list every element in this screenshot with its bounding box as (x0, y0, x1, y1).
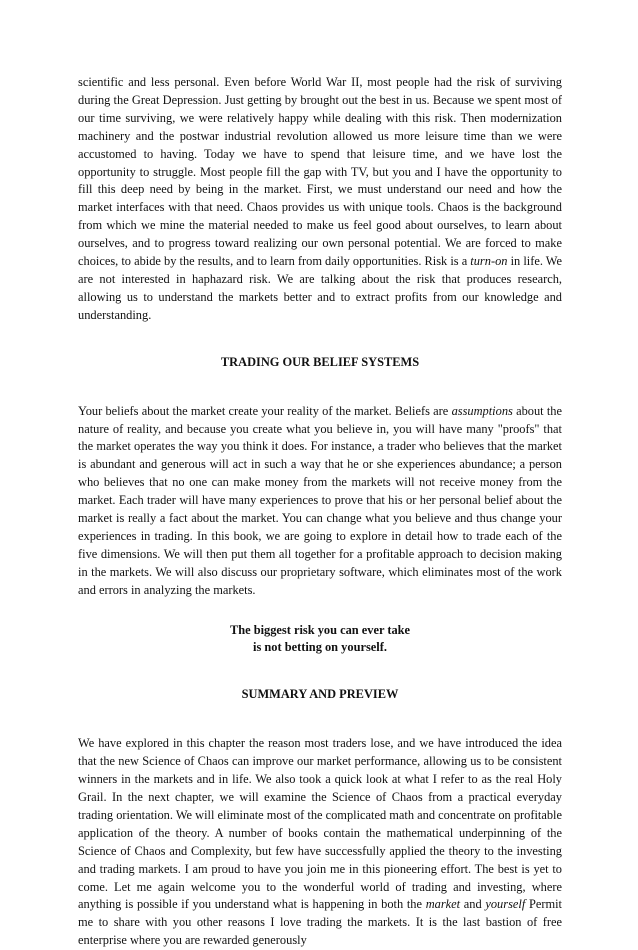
paragraph-intro-emphasis: turn-on (470, 254, 508, 269)
paragraph-summary-text-b: and (460, 897, 486, 912)
spacer (78, 657, 562, 686)
pull-quote (78, 622, 562, 658)
spacer (78, 372, 562, 403)
paragraph-beliefs-text-b: about the nature of reality, and because you create what you believe in, you will have many "proofs" that the market operates the way you think it does. For instance, a trader who believes that the market is abundant and generous will act in such a way that he or she experiences abundance; a person who believes that no one can make money from the markets will not receive money from the market. Each trader will have many experiences to prove that his or her personal belief about the market is really a fact about the market. You can change what you believe and thus change your experiences in trading. In this book, we are going to explore in detail how to trade each of the five dimensions. We will then put them all together for a profitable approach to decision making in the markets. We will also discuss our proprietary software, which eliminates most of the work and errors in analyzing the markets. (78, 403, 562, 597)
section-heading-belief-systems: TRADING OUR BELIEF SYSTEMS (220, 354, 420, 369)
pull-quote-line-2: is not betting on yourself. (253, 640, 387, 655)
paragraph-intro-text-a: scientific and less personal. Even before World War II, most people had the risk of surviving during the Great Depression. Just getting by brought out the best in us. Because we spent most of our time surviving, we were relatively happy while dealing with this risk. Then modernization machinery and the postwar industrial revolution allowed us more leisure time than we were accustomed to having. Today we have to spend that leisure time, and we have lost the opportunity to struggle. Most people fill the gap with TV, but you and I have the opportunity to fill this deep need by being in the market. First, we must understand our need and how the market interfaces with that need. Chaos provides us with unique tools. Chaos is the background from which we mine the material needed to make us feel good about ourselves, to learn about ourselves, and to progress toward realizing our own personal potential. We are forced to make choices, to abide by the results, and to learn from daily opportunities. Risk is a (78, 75, 562, 269)
document-page (78, 74, 562, 950)
paragraph-summary-emphasis-market: market (425, 897, 461, 912)
paragraph-summary (78, 735, 562, 950)
paragraph-summary-text-a: We have explored in this chapter the reason most traders lose, and we have introduced the idea that the new Science of Chaos can improve our market performance, allowing us to be consistent winners in the markets and in life. We also took a quick look at what I refer to as the real Holy Grail. In the next chapter, we will examine the Science of Chaos from a practical everyday trading orientation. We will eliminate most of the complicated math and concentrate on profitable application of the theory. A number of books contain the mathematical underpinning of the Science of Chaos and Complexity, but few have successfully applied the theory to the investing and trading markets. I am proud to have you join me in this pioneering effort. The best is yet to come. Let me again welcome you to the wonderful world of trading and investing, where anything is possible if you understand what is happening in both the (78, 736, 562, 912)
spacer (78, 325, 562, 354)
paragraph-intro (78, 74, 562, 325)
paragraph-summary-emphasis-yourself: yourself (485, 897, 526, 912)
section-heading-summary: SUMMARY AND PREVIEW (241, 687, 399, 702)
paragraph-beliefs-emphasis: assumptions (451, 403, 513, 418)
spacer (78, 704, 562, 735)
pull-quote-line-1: The biggest risk you can ever take (229, 622, 411, 637)
paragraph-intro-text-b: in life. We are not interested in haphazard risk. We are talking about the risk that produces research, allowing us to understand the markets better and to extract profits from our knowledge and understanding. (78, 254, 563, 322)
paragraph-beliefs-text-a: Your beliefs about the market create your reality of the market. Beliefs are (78, 403, 452, 418)
paragraph-summary-text-c: Permit me to share with you other reasons I love trading the markets. It is the last bastion of free enterprise where you are rewarded generously (78, 897, 563, 948)
paragraph-beliefs (78, 403, 562, 600)
spacer (78, 600, 562, 622)
